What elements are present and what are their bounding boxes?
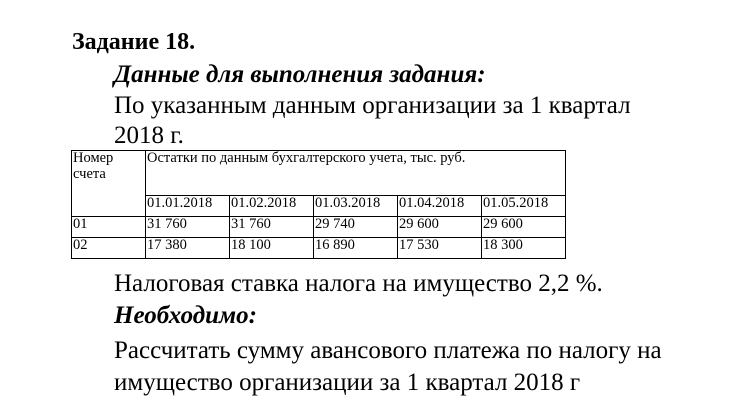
balance-value-cell: 18 100 bbox=[230, 238, 314, 259]
task-title: Задание 18. bbox=[72, 29, 196, 55]
balance-value-cell: 29 740 bbox=[314, 217, 398, 238]
balances-table bbox=[71, 150, 566, 259]
table-row bbox=[72, 217, 566, 238]
account-number-header-line-2: счета bbox=[73, 165, 106, 182]
calculation-text-line-2: имущество организации за 1 квартал 2018 г bbox=[114, 369, 581, 396]
account-number-header bbox=[72, 151, 146, 217]
account-number-cell: 02 bbox=[72, 238, 146, 259]
necessary-heading: Необходимо: bbox=[114, 302, 257, 329]
balance-value-cell: 31 760 bbox=[230, 217, 314, 238]
date-header: 01.04.2018 bbox=[398, 196, 482, 217]
dates-row bbox=[72, 196, 566, 217]
data-heading: Данные для выполнения задания: bbox=[114, 61, 486, 88]
balance-value-cell: 17 530 bbox=[398, 238, 482, 259]
balance-value-cell: 31 760 bbox=[146, 217, 230, 238]
table-row bbox=[72, 238, 566, 259]
tax-rate-text: Налоговая ставка налога на имущество 2,2 %. bbox=[114, 270, 603, 297]
date-header: 01.01.2018 bbox=[146, 196, 230, 217]
intro-text-line-2: 2018 г. bbox=[114, 122, 184, 149]
date-header: 01.05.2018 bbox=[482, 196, 566, 217]
balance-value-cell: 29 600 bbox=[482, 217, 566, 238]
account-number-header-line-1: Номер bbox=[73, 150, 114, 166]
table-header-row bbox=[72, 151, 566, 196]
date-header: 01.03.2018 bbox=[314, 196, 398, 217]
balance-value-cell: 29 600 bbox=[398, 217, 482, 238]
balance-value-cell: 16 890 bbox=[314, 238, 398, 259]
balance-value-cell: 18 300 bbox=[482, 238, 566, 259]
date-header: 01.02.2018 bbox=[230, 196, 314, 217]
account-number-cell: 01 bbox=[72, 217, 146, 238]
calculation-text-line-1: Рассчитать сумму авансового платежа по налогу на bbox=[114, 337, 662, 364]
balances-header: Остатки по данным бухгалтерского учета, тыс. руб. bbox=[146, 151, 566, 196]
intro-text-line-1: По указанным данным организации за 1 квартал bbox=[114, 92, 631, 119]
balance-value-cell: 17 380 bbox=[146, 238, 230, 259]
